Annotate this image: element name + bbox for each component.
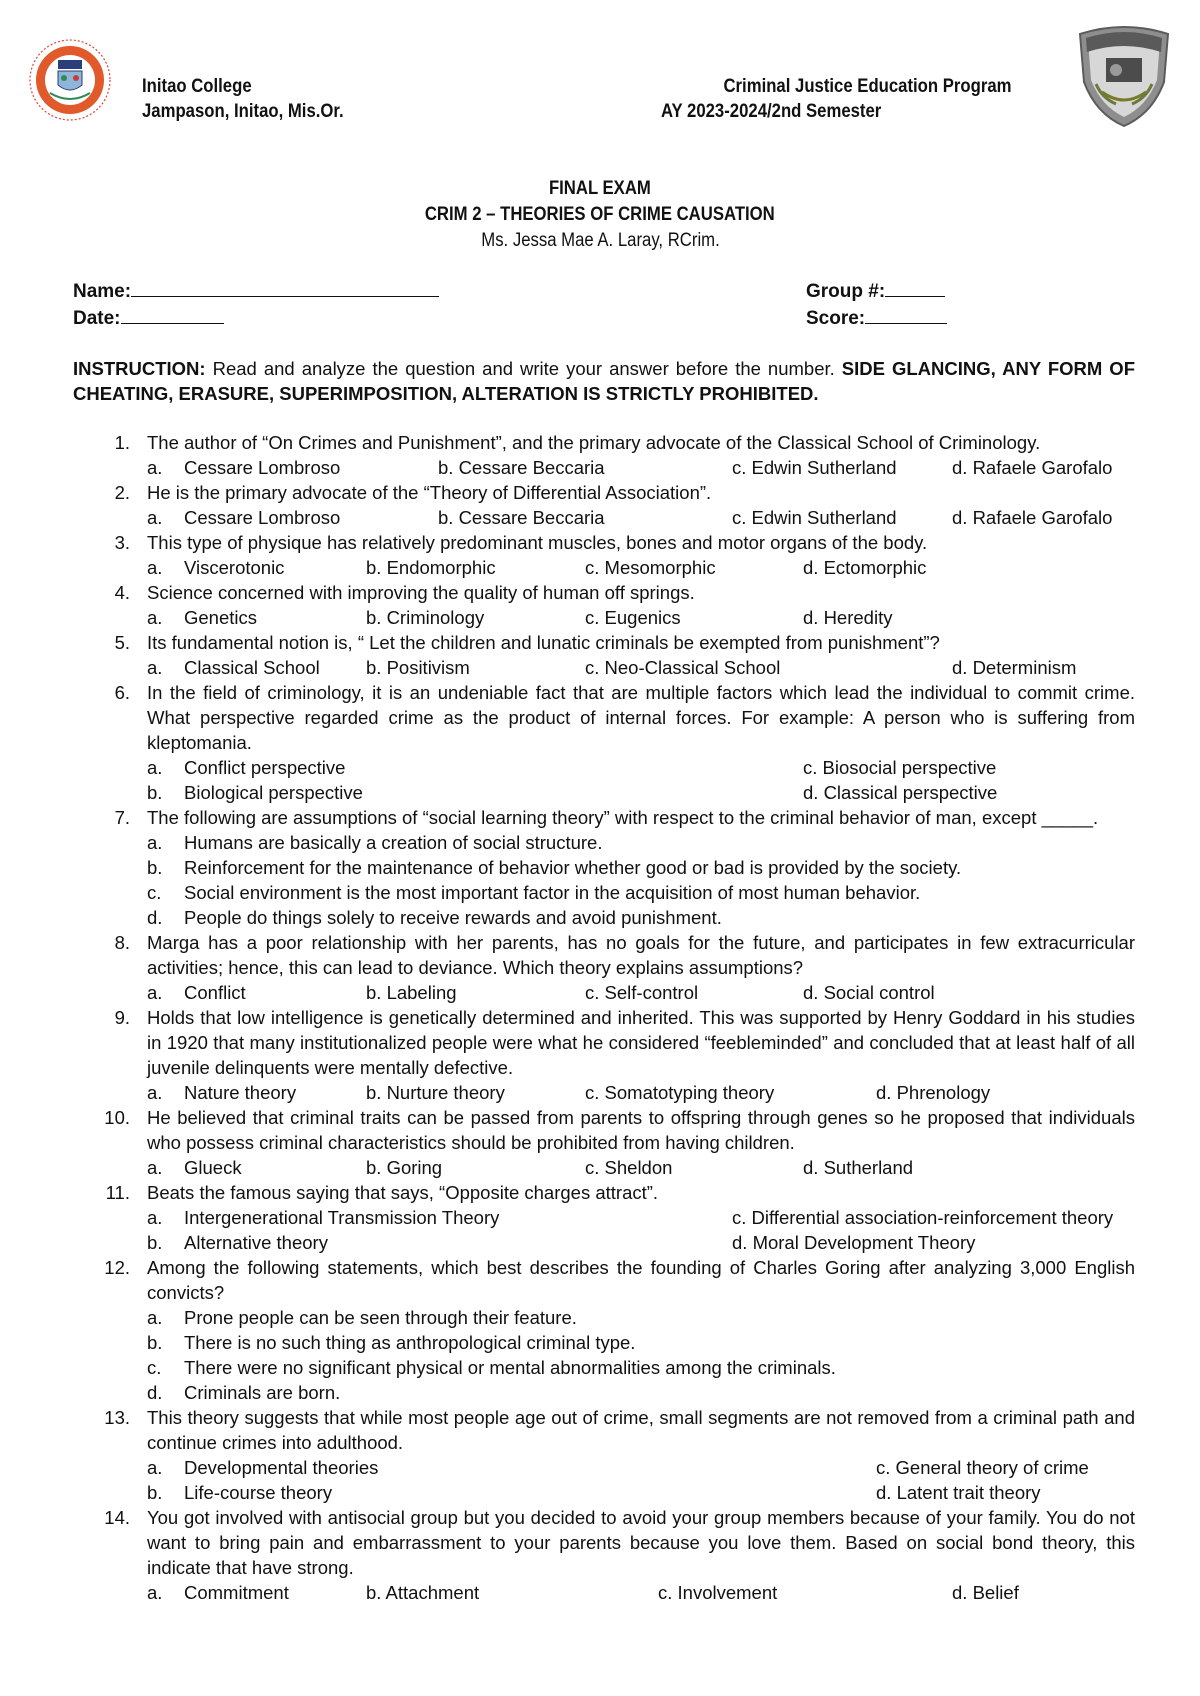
choice-text: b. Criminology [366,607,485,628]
choice-letter: a. [147,1307,163,1328]
choice-option [803,780,997,805]
choice-text: Conflict perspective [184,757,346,778]
choice-text: Developmental theories [184,1457,379,1478]
choice-text: d. Social control [803,982,935,1003]
score-blank[interactable] [865,305,947,324]
instructor-name: Ms. Jessa Mae A. Laray, RCrim. [480,230,720,251]
choice-text: People do things solely to receive rewards and avoid punishment. [184,907,722,928]
choice-option [147,455,340,480]
choice-text: Classical School [184,657,320,678]
choice-text: d. Rafaele Garofalo [952,507,1113,528]
choice-letter: c. [147,882,162,903]
choice-option [366,1155,442,1180]
choice-text: Conflict [184,982,246,1003]
question-number: 10. [104,1107,130,1128]
cje-program-shield [1072,22,1176,128]
question-text: Holds that low intelligence is genetically determined and inherited. This was supported by Henry Goddard in his studies in 1920 that many institutionalized people were what he considered “feebleminded” and concluded that at least half of all juvenile delinquents were mentally defective. [147,1007,1135,1078]
choice-row [0,780,1200,805]
choice-row [0,1080,1200,1105]
question-number: 6. [114,682,130,703]
score-field[interactable] [806,305,947,332]
choice-option [803,1155,913,1180]
choice-text: Cessare Lombroso [184,507,341,528]
instruction-text: Read and analyze the question and write your answer before the number. [212,358,835,379]
choice-option [147,980,246,1005]
choice-option [147,1480,332,1505]
choice-text: d. Phrenology [876,1082,991,1103]
choice-text: c. General theory of crime [876,1457,1089,1478]
choice-text: d. Rafaele Garofalo [952,457,1113,478]
choice-text: c. Eugenics [585,607,681,628]
choice-letter: a. [147,657,163,678]
choice-option [732,1230,975,1255]
choice-text: Genetics [184,607,258,628]
question-text: You got involved with antisocial group but you decided to avoid your group members because of your family. You do not want to bring pain and embarrassment to your parents because you love them. Based on social bond theory, this indicate that have strong. [147,1507,1135,1578]
exam-title: FINAL EXAM [549,178,651,199]
question-number: 8. [114,932,130,953]
question-stem [0,1505,1200,1580]
question-text: Science concerned with improving the quality of human off springs. [147,582,695,603]
choice-text: c. Sheldon [585,1157,673,1178]
choice-option [147,755,345,780]
question-number: 4. [114,582,130,603]
question-stem [0,480,1200,505]
choice-option [366,1580,479,1605]
choice-text: There is no such thing as anthropological criminal type. [184,1332,636,1353]
choice-text: d. Classical perspective [803,782,998,803]
question-item [0,1180,1200,1255]
instruction [73,356,1135,406]
choice-text: There were no significant physical or mental abnormalities among the criminals. [184,1357,836,1378]
exam-title-block [0,176,1200,254]
question-stem [0,630,1200,655]
choice-text: Intergenerational Transmission Theory [184,1207,500,1228]
choice-text: Glueck [184,1157,242,1178]
college-info [142,74,344,124]
choice-option [366,655,470,680]
choice-option [952,505,1112,530]
college-address: Jampason, Initao, Mis.Or. [142,101,344,122]
choice-text: c. Involvement [658,1582,778,1603]
question-text: The following are assumptions of “social learning theory” with respect to the criminal behavior of man, except _____. [147,807,1099,828]
choice-letter: a. [147,982,163,1003]
choice-row [0,555,1200,580]
question-item [0,480,1200,530]
question-number: 7. [114,807,130,828]
choice-option [952,455,1112,480]
choice-option [366,605,484,630]
choice-option [147,1305,577,1330]
choice-text: b. Positivism [366,657,470,678]
choice-text: b. Attachment [366,1582,480,1603]
choice-option [147,1205,499,1230]
question-text: Beats the famous saying that says, “Opposite charges attract”. [147,1182,659,1203]
question-number: 5. [114,632,130,653]
choice-option [438,505,605,530]
date-blank[interactable] [121,305,224,324]
question-stem [0,1005,1200,1080]
choice-row [0,905,1200,930]
choice-option [366,1080,505,1105]
choice-text: Life-course theory [184,1482,333,1503]
question-item [0,1505,1200,1605]
question-item [0,1105,1200,1180]
question-item [0,1255,1200,1405]
choice-option [876,1080,990,1105]
question-text: Marga has a poor relationship with her parents, has no goals for the future, and participates in few extracurricular activities; hence, this can lead to deviance. Which theory explains assumptions? [147,932,1135,978]
choice-text: d. Determinism [952,657,1077,678]
choice-letter: b. [147,857,163,878]
choice-text: b. Labeling [366,982,457,1003]
choice-letter: a. [147,507,163,528]
choice-letter: b. [147,1232,163,1253]
choice-text: Commitment [184,1582,289,1603]
choice-option [147,1455,378,1480]
program-name: Criminal Justice Education Program [723,76,1012,97]
choice-letter: d. [147,907,163,928]
question-stem [0,1180,1200,1205]
choice-row [0,1230,1200,1255]
choice-option [147,1080,296,1105]
choice-row [0,1355,1200,1380]
choice-letter: b. [147,1482,163,1503]
choice-text: Alternative theory [184,1232,328,1253]
choice-row [0,980,1200,1005]
choice-text: c. Biosocial perspective [803,757,997,778]
choice-option [658,1580,777,1605]
choice-option [147,1330,635,1355]
choice-letter: a. [147,457,163,478]
question-stem [0,530,1200,555]
question-text: This theory suggests that while most people age out of crime, small segments are not removed from a criminal path and continue crimes into adulthood. [147,1407,1135,1453]
question-stem [0,1105,1200,1155]
choice-option [585,555,716,580]
name-field[interactable] [73,278,439,305]
question-number: 2. [114,482,130,503]
question-number: 12. [104,1257,130,1278]
choice-row [0,455,1200,480]
choice-option [147,605,257,630]
question-list [0,430,1200,1605]
choice-letter: b. [147,782,163,803]
choice-text: Criminals are born. [184,1382,341,1403]
choice-text: d. Moral Development Theory [732,1232,976,1253]
program-info [661,74,1012,124]
choice-text: d. Heredity [803,607,893,628]
choice-letter: d. [147,1382,163,1403]
question-number: 13. [104,1407,130,1428]
choice-row [0,830,1200,855]
choice-text: d. Latent trait theory [876,1482,1041,1503]
choice-letter: b. [147,1332,163,1353]
question-item [0,430,1200,480]
choice-option [147,1380,340,1405]
choice-letter: a. [147,1082,163,1103]
question-stem [0,1405,1200,1455]
choice-option [585,1155,672,1180]
choice-text: b. Nurture theory [366,1082,505,1103]
choice-option [147,830,603,855]
choice-option [803,980,935,1005]
choice-text: c. Edwin Sutherland [732,457,897,478]
choice-row [0,1155,1200,1180]
score-label: Score: [806,308,866,329]
choice-row [0,1380,1200,1405]
question-text: Its fundamental notion is, “ Let the children and lunatic criminals be exempted from punishment”? [147,632,940,653]
choice-text: b. Goring [366,1157,443,1178]
choice-letter: a. [147,1457,163,1478]
choice-text: b. Endomorphic [366,557,496,578]
choice-option [585,980,698,1005]
choice-text: d. Sutherland [803,1157,914,1178]
choice-option [147,1355,836,1380]
choice-text: Viscerotonic [184,557,285,578]
question-stem [0,680,1200,755]
question-number: 14. [104,1507,130,1528]
choice-letter: a. [147,1207,163,1228]
choice-option [585,1080,774,1105]
choice-option [876,1455,1089,1480]
question-item [0,580,1200,630]
choice-option [147,1230,328,1255]
choice-option [876,1480,1041,1505]
question-text: Among the following statements, which best describes the founding of Charles Goring after analyzing 3,000 English convicts? [147,1257,1135,1303]
question-text: He is the primary advocate of the “Theory of Differential Association”. [147,482,712,503]
choice-row [0,855,1200,880]
choice-letter: a. [147,832,163,853]
choice-row [0,655,1200,680]
choice-letter: a. [147,607,163,628]
choice-text: c. Neo-Classical School [585,657,781,678]
choice-option [147,905,722,930]
date-label: Date: [73,308,121,329]
choice-option [803,605,892,630]
choice-text: d. Ectomorphic [803,557,927,578]
group-field[interactable] [806,278,945,305]
choice-option [803,555,926,580]
choice-row [0,1455,1200,1480]
choice-row [0,880,1200,905]
choice-option [803,755,996,780]
choice-option [585,605,681,630]
question-stem [0,805,1200,830]
choice-row [0,1480,1200,1505]
choice-text: Cessare Lombroso [184,457,341,478]
question-stem [0,930,1200,980]
choice-row [0,1305,1200,1330]
choice-option [147,505,340,530]
question-item [0,1405,1200,1505]
choice-option [732,455,897,480]
choice-option [147,855,961,880]
choice-option [366,555,496,580]
question-stem [0,580,1200,605]
choice-text: Nature theory [184,1082,297,1103]
choice-text: Prone people can be seen through their feature. [184,1307,577,1328]
question-text: This type of physique has relatively predominant muscles, bones and motor organs of the body. [147,532,928,553]
question-stem [0,430,1200,455]
academic-term: AY 2023-2024/2nd Semester [661,101,882,122]
course-title: CRIM 2 – THEORIES OF CRIME CAUSATION [425,204,775,225]
choice-letter: c. [147,1357,162,1378]
choice-letter: a. [147,757,163,778]
question-stem [0,1255,1200,1305]
choice-option [952,655,1076,680]
question-item [0,805,1200,930]
date-field[interactable] [73,305,224,332]
instruction-label: INSTRUCTION: [73,358,206,379]
choice-text: c. Mesomorphic [585,557,716,578]
choice-option [585,655,780,680]
group-label: Group #: [806,281,886,302]
question-number: 3. [114,532,130,553]
college-name: Initao College [142,76,252,97]
choice-option [952,1580,1019,1605]
choice-row [0,1580,1200,1605]
instruction-warning: SIDE GLANCING, ANY FORM OF CHEATING, ERASURE, SUPERIMPOSITION, ALTERATION IS STRICTLY PROHIBITED. [73,358,1136,404]
choice-row [0,755,1200,780]
question-item [0,630,1200,680]
choice-text: Reinforcement for the maintenance of behavior whether good or bad is provided by the society. [184,857,962,878]
choice-row [0,505,1200,530]
question-number: 1. [114,432,130,453]
choice-option [366,980,457,1005]
question-number: 11. [105,1182,130,1203]
choice-option [438,455,605,480]
choice-text: d. Belief [952,1582,1019,1603]
group-blank[interactable] [885,278,945,297]
choice-option [147,780,363,805]
choice-row [0,1205,1200,1230]
choice-letter: a. [147,557,163,578]
choice-text: Social environment is the most important factor in the acquisition of most human behavior. [184,882,921,903]
question-item [0,680,1200,805]
choice-row [0,1330,1200,1355]
choice-text: b. Cessare Beccaria [438,507,605,528]
initao-college-seal [28,38,112,122]
question-item [0,930,1200,1005]
name-blank[interactable] [131,278,439,297]
choice-option [147,1580,289,1605]
choice-option [732,1205,1113,1230]
choice-row [0,605,1200,630]
choice-text: c. Self-control [585,982,699,1003]
name-label: Name: [73,281,132,302]
choice-text: c. Differential association-reinforcement theory [732,1207,1114,1228]
choice-option [147,555,284,580]
choice-text: c. Somatotyping theory [585,1082,775,1103]
choice-option [147,655,320,680]
question-number: 9. [114,1007,130,1028]
choice-option [147,880,920,905]
choice-text: Humans are basically a creation of social structure. [184,832,603,853]
choice-text: c. Edwin Sutherland [732,507,897,528]
choice-text: Biological perspective [184,782,363,803]
choice-text: b. Cessare Beccaria [438,457,605,478]
choice-letter: a. [147,1157,163,1178]
question-text: In the field of criminology, it is an undeniable fact that are multiple factors which lead the individual to commit crime. What perspective regarded crime as the product of internal forces. For example: A person who is suffering from kleptomania. [147,682,1135,753]
question-text: He believed that criminal traits can be passed from parents to offspring through genes so he proposed that individuals who possess criminal characteristics should be prohibited from having children. [147,1107,1135,1153]
choice-option [732,505,897,530]
choice-letter: a. [147,1582,163,1603]
question-item [0,530,1200,580]
choice-option [147,1155,242,1180]
question-text: The author of “On Crimes and Punishment”, and the primary advocate of the Classical School of Criminology. [147,432,1041,453]
question-item [0,1005,1200,1105]
